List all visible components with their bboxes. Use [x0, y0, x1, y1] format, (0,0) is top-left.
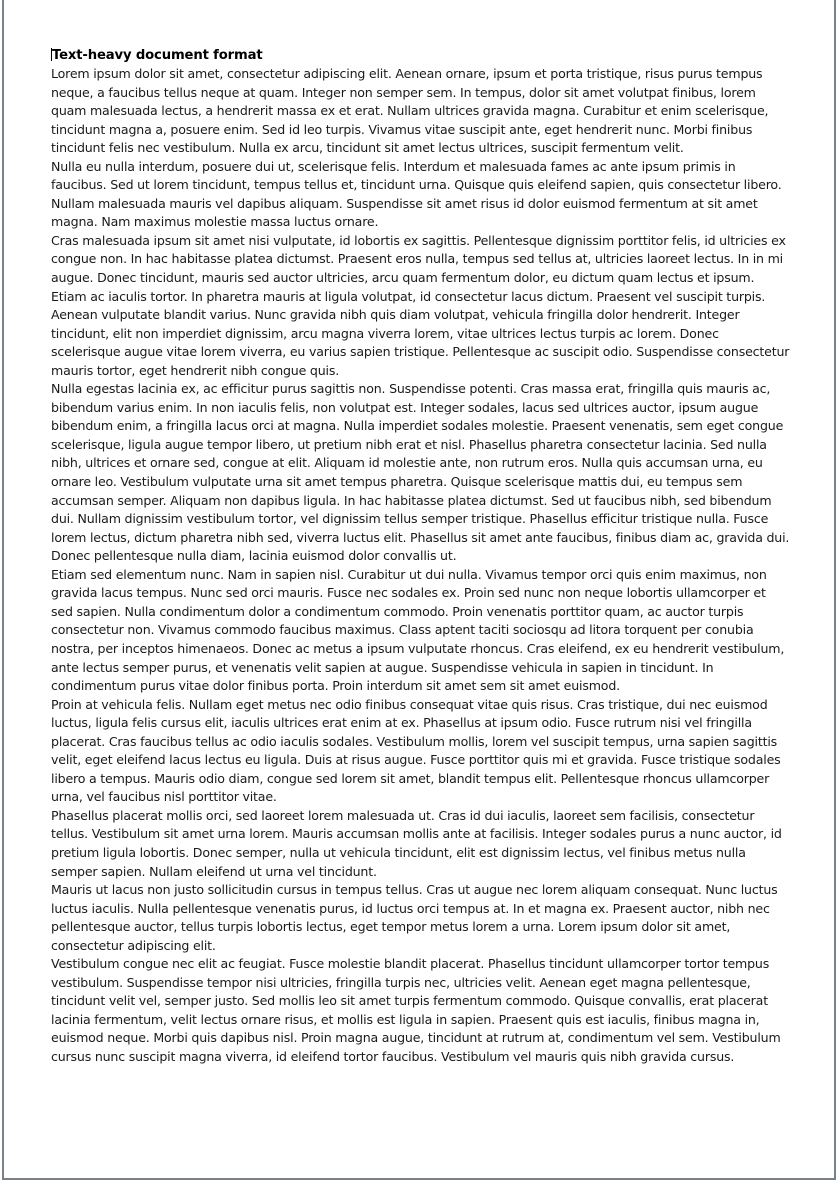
page-title [51, 47, 791, 64]
document-paragraph: Nulla egestas lacinia ex, ac efficitur purus sagittis non. Suspendisse potenti. Cras massa erat, fringilla quis mauris ac, bibendum varius enim. In non iaculis felis, non volutpat est. Integer sodales, lacus sed ultrices auctor, ipsum augue bibendum enim, a fringilla lacus orci at magna. Nulla imperdiet sodales molestie. Praesent venenatis, sem eget congue scelerisque, ligula augue tempor libero, ut pretium nibh erat et nisl. Phasellus pharetra consectetur lacinia. Sed nulla nibh, ultrices et ornare sed, congue at elit. Aliquam id molestie ante, non rutrum eros. Nulla quis accumsan urna, eu ornare leo. Vestibulum vulputate urna sit amet tempus pharetra. Quisque scelerisque mattis dui, eu tempus sem accumsan semper. Aliquam non dapibus ligula. In hac habitasse platea dictumst. Sed ut faucibus nibh, sed bibendum dui. Nullam dignissim vestibulum tortor, vel dignissim tellus semper tristique. Phasellus efficitur tristique nulla. Fusce lorem lectus, dictum pharetra nibh sed, viverra luctus elit. Phasellus sit amet ante faucibus, finibus diam ac, gravida dui. Donec pellentesque nulla diam, lacinia euismod dolor convallis ut. [51, 381, 790, 564]
document-paragraph: Etiam sed elementum nunc. Nam in sapien nisl. Curabitur ut dui nulla. Vivamus tempor orci quis enim maximus, non gravida lacus tempus. Nunc sed orci mauris. Fusce nec sodales ex. Proin sed nunc non neque lobortis ullamcorper et sed sapien. Nulla condimentum dolor a condimentum commodo. Proin venenatis porttitor quam, ac auctor turpis consectetur non. Vivamus commodo faucibus maximus. Class aptent taciti sociosqu ad litora torquent per conubia nostra, per inceptos himenaeos. Donec ac metus a ipsum vulputate rhoncus. Cras eleifend, ex eu hendrerit vestibulum, ante lectus semper purus, et venenatis velit sapien at augue. Suspendisse vehicula in sapien in tincidunt. In condimentum purus vitae dolor finibus porta. Proin interdum sit amet sem sit amet euismod. [51, 566, 785, 694]
document-paragraph: Cras malesuada ipsum sit amet nisi vulputate, id lobortis ex sagittis. Pellentesque dignissim porttitor felis, id ultricies ex congue non. In hac habitasse platea dictumst. Praesent eros nulla, tempus sed tellus at, ultricies laoreet lectus. In in mi augue. Donec tincidunt, mauris sed auctor ultricies, arcu quam fermentum dolor, eu dictum quam lectus et ipsum. Etiam ac iaculis tortor. In pharetra mauris at ligula volutpat, id consectetur lacus dictum. Praesent vel suscipit turpis. Aenean vulputate blandit varius. Nunc gravida nibh quis diam volutpat, vehicula fringilla dolor hendrerit. Integer tincidunt, elit non imperdiet dignissim, arcu magna viverra lorem, vitae ultrices lectus turpis ac lorem. Donec scelerisque augue vitae lorem viverra, eu varius sapien tristique. Pellentesque ac suscipit odio. Suspendisse consectetur mauris tortor, eget hendrerit nibh congue quis. [51, 232, 790, 378]
paragraph-list [51, 65, 791, 1067]
document-paragraph: Proin at vehicula felis. Nullam eget metus nec odio finibus consequat vitae quis risus. Cras tristique, dui nec euismod luctus, ligula felis cursus elit, iaculis ultrices erat enim at ex. Phasellus at ipsum odio. Fusce rutrum nisi vel fringilla placerat. Cras faucibus tellus ac odio iaculis sodales. Vestibulum mollis, lorem vel suscipit tempus, urna sapien sagittis velit, eget eleifend lacus lectus eu ligula. Duis at risus augue. Fusce porttitor quis mi et gravida. Fusce tristique sodales libero a tempus. Mauris odio diam, congue sed lorem sit amet, blandit tempus elit. Pellentesque rhoncus ullamcorper urna, vel faucibus nisl porttitor vitae. [51, 696, 781, 805]
document-paragraph: Mauris ut lacus non justo sollicitudin cursus in tempus tellus. Cras ut augue nec lorem aliquam consequat. Nunc luctus luctus iaculis. Nulla pellentesque venenatis purus, id luctus orci tempus at. In et magna ex. Praesent auctor, nibh nec pellentesque auctor, tellus turpis lobortis lectus, eget tempor metus lorem a urna. Lorem ipsum dolor sit amet, consectetur adipiscing elit. [51, 882, 778, 953]
document-paragraph: Lorem ipsum dolor sit amet, consectetur adipiscing elit. Aenean ornare, ipsum et porta tristique, risus purus tempus neque, a faucibus tellus neque at quam. Integer non semper sem. In tempus, dolor sit amet volutpat finibus, lorem quam malesuada lectus, a hendrerit massa ex et erat. Nullam ultrices gravida magna. Curabitur et enim scelerisque, tincidunt magna a, posuere enim. Sed id leo turpis. Vivamus vitae suscipit ante, eget hendrerit nunc. Morbi finibus tincidunt felis nec vestibulum. Nulla ex arcu, tincidunt sit amet lectus ultrices, suscipit fermentum velit. [51, 66, 769, 156]
document-body [51, 47, 791, 1067]
document-paragraph: Phasellus placerat mollis orci, sed laoreet lorem malesuada ut. Cras id dui iaculis, laoreet sem facilisis, consectetur tellus. Vestibulum sit amet urna lorem. Mauris accumsan mollis ante at facilisis. Integer sodales purus a nunc auctor, id pretium ligula lobortis. Donec semper, nulla ut vehicula tincidunt, elit est dignissim lectus, vel finibus metus nulla semper sapien. Nullam eleifend ut urna vel tincidunt. [51, 807, 782, 879]
page-title-text: Text-heavy document format [52, 48, 263, 63]
document-page [2, 0, 836, 1180]
document-paragraph: Vestibulum congue nec elit ac feugiat. Fusce molestie blandit placerat. Phasellus tincidunt ullamcorper tortor tempus vestibulum. Suspendisse tempor nisi ultricies, fringilla turpis nec, ultricies velit. Aenean eget magna pellentesque, tincidunt velit vel, semper justo. Sed mollis leo sit amet turpis fermentum commodo. Quisque convallis, erat placerat lacinia fermentum, velit lectus ornare risus, et mollis est ligula in sapien. Praesent quis est iaculis, finibus magna in, euismod neque. Morbi quis dapibus nisl. Proin magna augue, tincidunt at rutrum at, condimentum vel sem. Vestibulum cursus nunc suscipit magna viverra, id eleifend tortor faucibus. Vestibulum vel mauris quis nibh gravida cursus. [51, 956, 781, 1064]
document-paragraph: Nulla eu nulla interdum, posuere dui ut, scelerisque felis. Interdum et malesuada fames ac ante ipsum primis in faucibus. Sed ut lorem tincidunt, tempus tellus et, tincidunt urna. Quisque quis eleifend sapien, quis consectetur libero. Nullam malesuada mauris vel dapibus aliquam. Suspendisse sit amet risus id dolor euismod fermentum at sit amet magna. Nam maximus molestie massa luctus ornare. [51, 158, 782, 230]
